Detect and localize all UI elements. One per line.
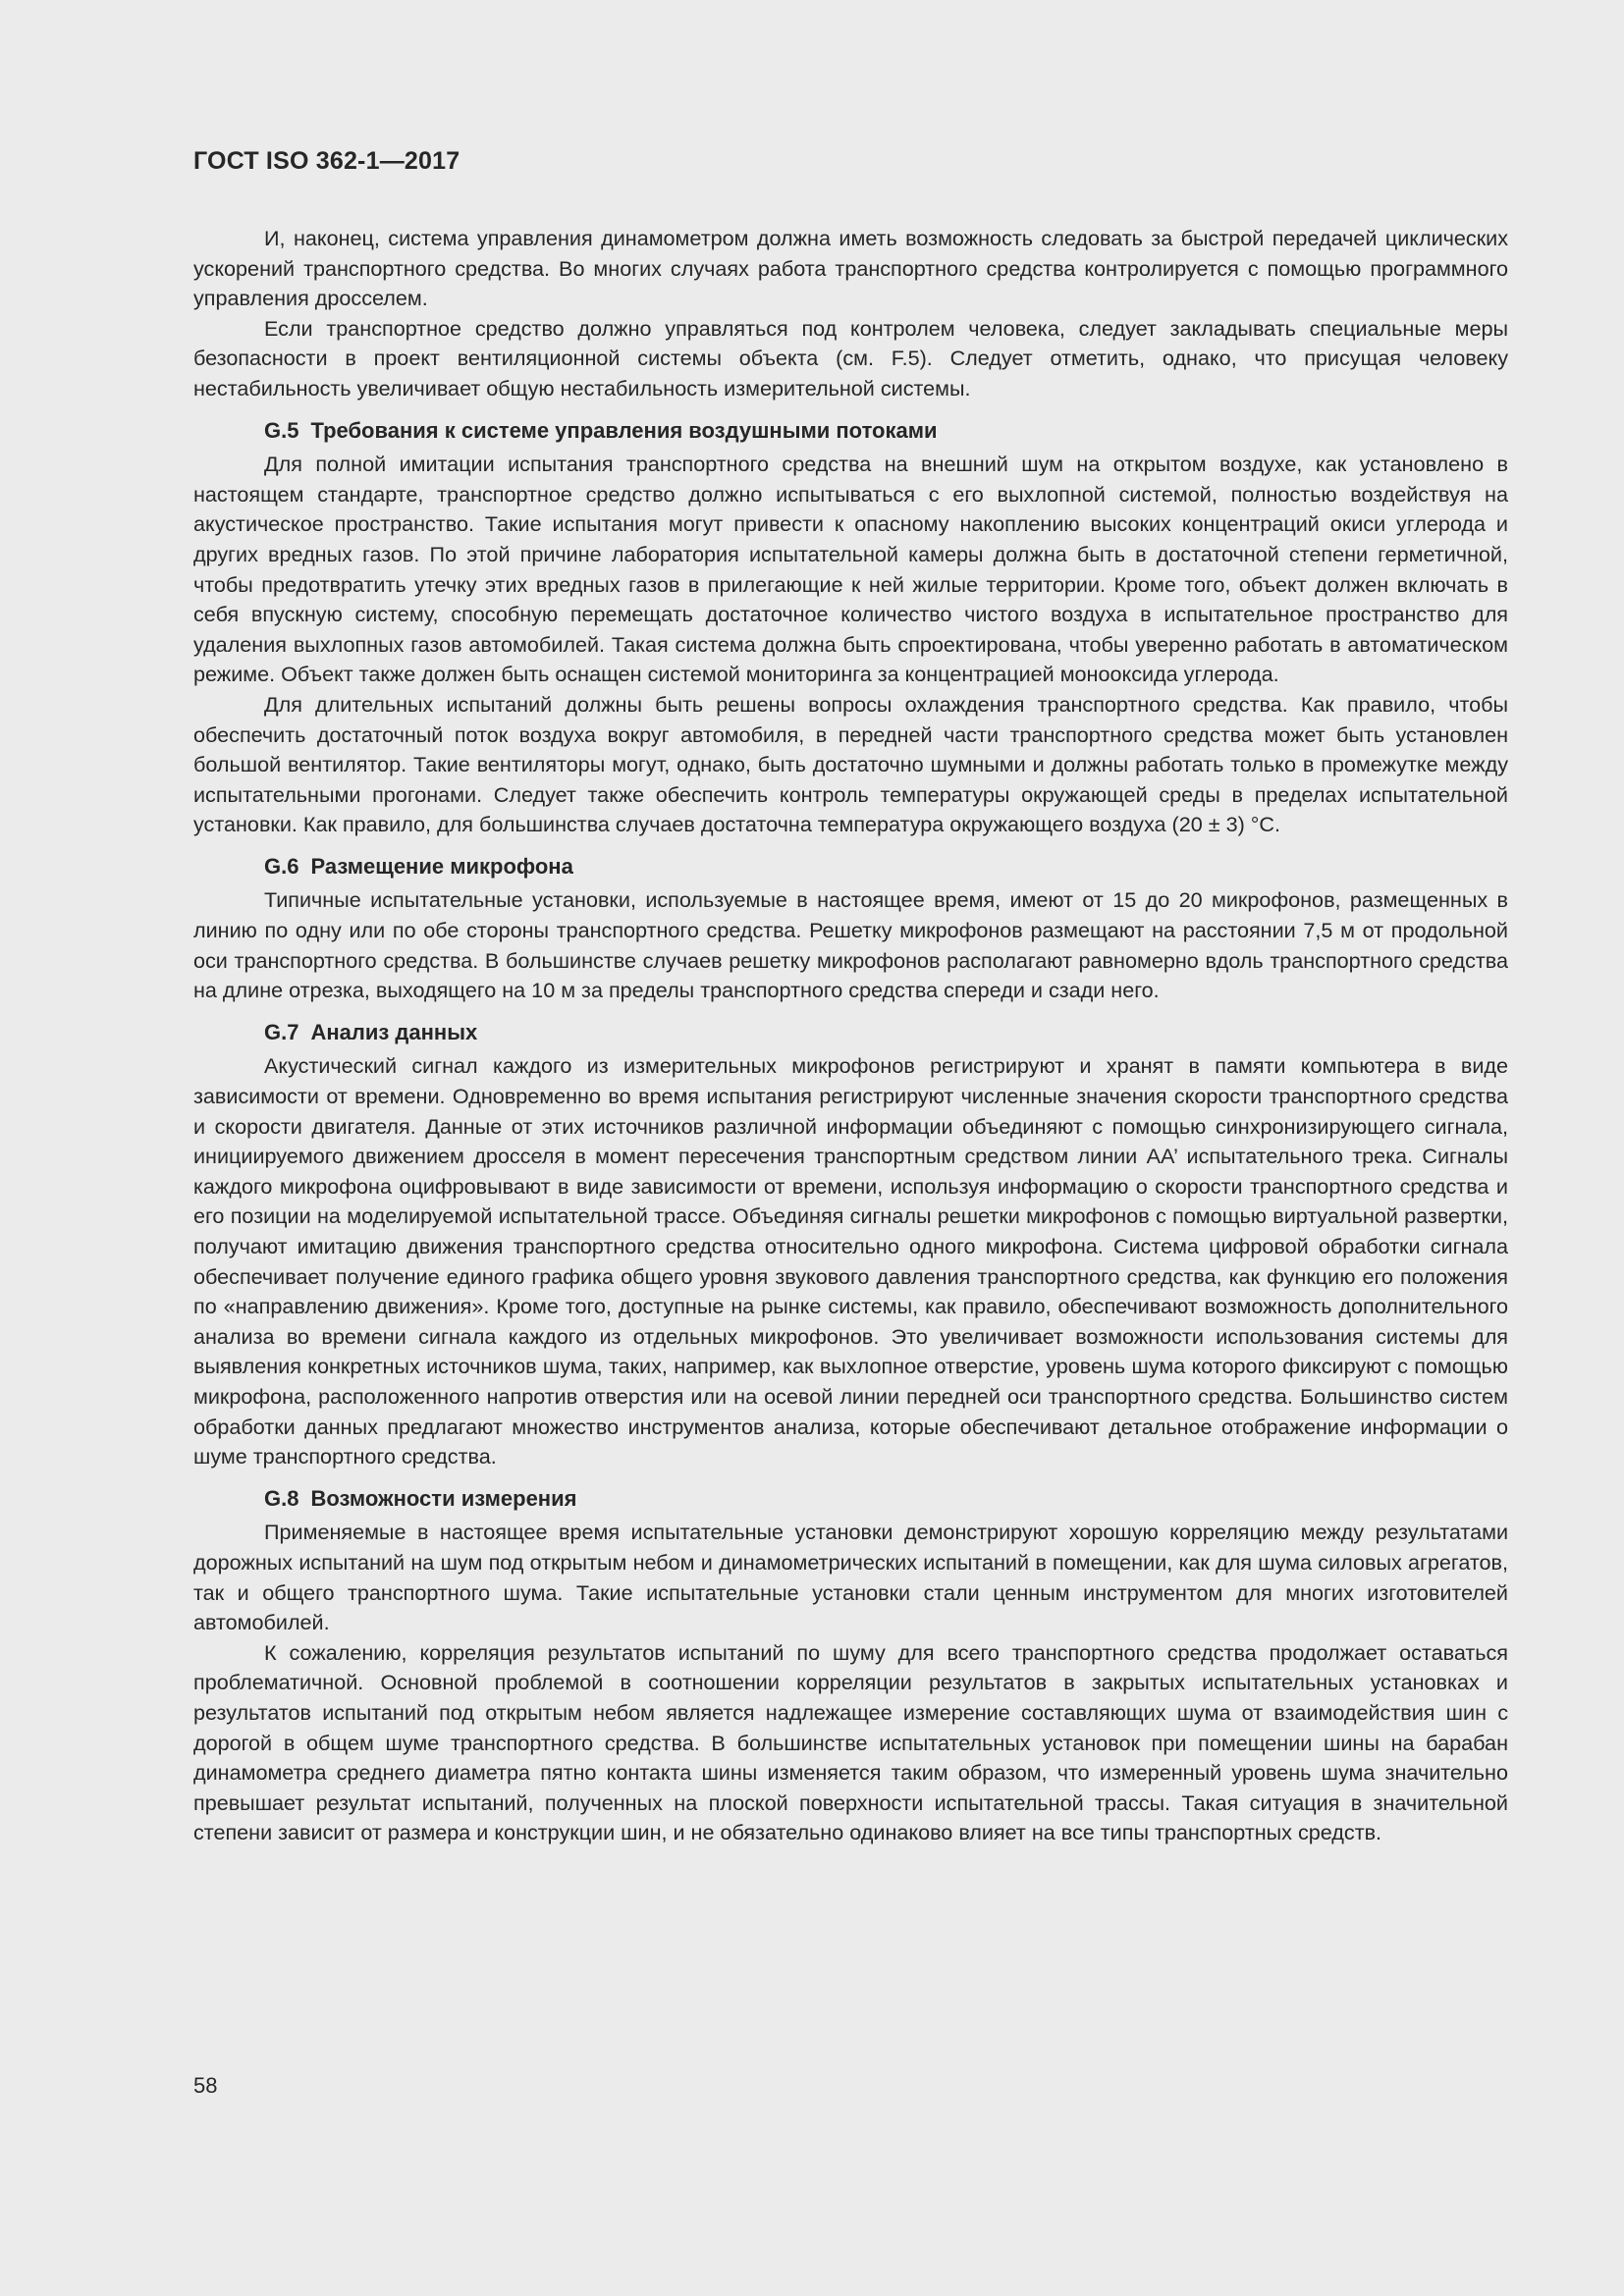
section-number: G.5 bbox=[264, 417, 299, 443]
section-g5-paragraph-2: Для длительных испытаний должны быть решены вопросы охлаждения транспортного средства. Как правило, чтобы обеспечить достаточный поток воздуха вокруг автомобиля, в передней части транспортного средства может быть установлен большой вентилятор. Такие вентиляторы могут, однако, быть достаточно шумными и должны работать только в промежутке между испытательными прогонами. Следует также обеспечить контроль температуры окружающей среды в пределах испытательной установки. Как правило, для большинства случаев достаточна температура окружающего воздуха (20 ± 3) °С. bbox=[193, 691, 1508, 837]
section-g5-paragraph-1: Для полной имитации испытания транспортного средства на внешний шум на открытом воздухе, как установлено в настоящем стандарте, транспортное средство должно испытываться с его выхлопной системой, полностью воздействуя на акустическое пространство. Такие испытания могут привести к опасному накоплению высоких концентраций окиси углерода и других вредных газов. По этой причине лаборатория испытательной камеры должна быть в достаточной степени герметичной, чтобы предотвратить утечку этих вредных газов в прилегающие к ней жилые территории. Кроме того, объект должен включать в себя впускную систему, способную перемещать достаточное количество чистого воздуха в испытательное пространство для удаления выхлопных газов автомобилей. Такая система должна быть спроектирована, чтобы уверенно работать в автоматическом режиме. Объект также должен быть оснащен системой мониторинга за концентрацией монооксида углерода. bbox=[193, 452, 1508, 687]
intro-paragraph-1: И, наконец, система управления динамометром должна иметь возможность следовать за быстрой передачей циклических ускорений транспортного средства. Во многих случаях работа транспортного средства контролируется с помощью программного управления дросселем. bbox=[193, 226, 1508, 311]
page-number: 58 bbox=[193, 2073, 218, 2098]
section-g7-paragraph-1: Акустический сигнал каждого из измерительных микрофонов регистрируют и хранят в памяти компьютера в виде зависимости от времени. Одновременно во время испытания регистрируют численные значения скорости транспортного средства и скорости двигателя. Данные от этих источников различной информации объединяют с помощью синхронизирующего сигнала, инициируемого движением дросселя в момент пересечения транспортным средством линии АА’ испытательного трека. Сигналы каждого микрофона оцифровывают в виде зависимости от времени, используя информацию о скорости транспортного средства и его позиции на моделируемой испытательной трассе. Объединяя сигналы решетки микрофонов с помощью виртуальной развертки, получают имитацию движения транспортного средства относительно одного микрофона. Система цифровой обработки сигнала обеспечивает получение единого графика общего уровня звукового давления транспортного средства, как функцию его положения по «направлению движения». Кроме того, доступные на рынке системы, как правило, обеспечивают возможность дополнительного анализа во времени сигнала каждого из отдельных микрофонов. Это увеличивает возможности использования системы для выявления конкретных источников шума, таких, например, как выхлопное отверстие, уровень шума которого фиксируют с помощью микрофона, расположенного напротив отверстия или на осевой линии передней оси транспортного средства. Большинство систем обработки данных предлагают множество инструментов анализа, которые обеспечивают детальное отображение информации о шуме транспортного средства. bbox=[193, 1053, 1508, 1469]
section-g8-paragraph-2: К сожалению, корреляция результатов испытаний по шуму для всего транспортного средства продолжает оставаться проблематичной. Основной проблемой в соотношении корреляции результатов в закрытых испытательных установках и результатов испытаний под открытым небом является надлежащее измерение составляющих шума от взаимодействия шин с дорогой в общем шуме транспортного средства. В большинстве испытательных установок при помещении шины на барабан динамометра среднего диаметра пятно контакта шины изменяется таким образом, что измеренный уровень шума значительно превышает результат испытаний, полученных на плоской поверхности испытательной трассы. Такая ситуация в значительной степени зависит от размера и конструкции шин, и не обязательно одинаково влияет на все типы транспортных средств. bbox=[193, 1639, 1508, 1845]
section-g6-paragraph-1: Типичные испытательные установки, используемые в настоящее время, имеют от 15 до 20 микрофонов, размещенных в линию по одну или по обе стороны транспортного средства. Решетку микрофонов размещают на расстоянии 7,5 м от продольной оси транспортного средства. В большинстве случаев решетку микрофонов располагают равномерно вдоль транспортного средства на длине отрезка, выходящего на 10 м за пределы транспортного средства спереди и сзади него. bbox=[193, 887, 1508, 1003]
section-g8-paragraph-1: Применяемые в настоящее время испытательные установки демонстрируют хорошую корреляцию между результатами дорожных испытаний на шум под открытым небом и динамометрических испытаний в помещении, как для шума силовых агрегатов, так и общего транспортного шума. Такие испытательные установки стали ценным инструментом для многих изготовителей автомобилей. bbox=[193, 1520, 1508, 1635]
section-title: Требования к системе управления воздушными потоками bbox=[310, 417, 938, 443]
section-heading-g7 bbox=[193, 1018, 1508, 1048]
section-title: Возможности измерения bbox=[310, 1485, 577, 1511]
section-number: G.7 bbox=[264, 1019, 299, 1044]
section-heading-g5 bbox=[193, 416, 1508, 447]
section-title: Размещение микрофона bbox=[310, 853, 573, 879]
section-heading-g6 bbox=[193, 852, 1508, 882]
document-body bbox=[193, 224, 1508, 1848]
section-title: Анализ данных bbox=[310, 1019, 478, 1044]
document-code-header: ГОСТ ISO 362-1—2017 bbox=[193, 147, 460, 175]
intro-paragraph-2: Если транспортное средство должно управляться под контролем человека, следует закладывать специальные меры безопасности в проект вентиляционной системы объекта (см. F.5). Следует отметить, однако, что присущая человеку нестабильность увеличивает общую нестабильность измерительной системы. bbox=[193, 315, 1508, 400]
section-number: G.8 bbox=[264, 1485, 299, 1511]
section-number: G.6 bbox=[264, 853, 299, 879]
section-heading-g8 bbox=[193, 1484, 1508, 1515]
